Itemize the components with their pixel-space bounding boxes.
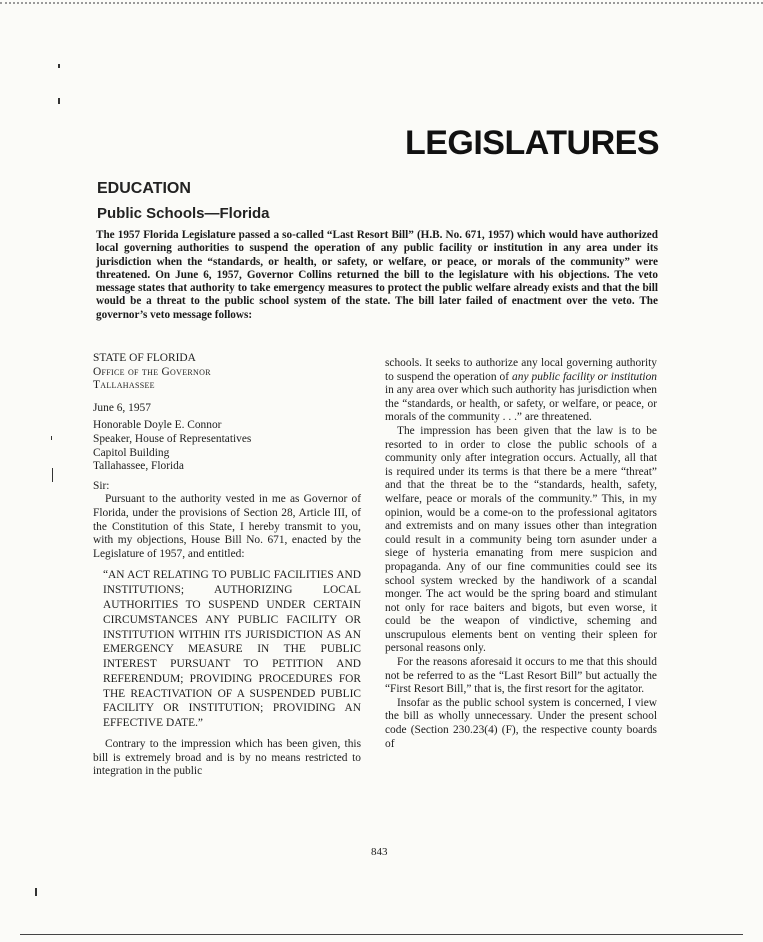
addressee-line: Honorable Doyle E. Connor [93, 419, 222, 432]
scan-mark [58, 98, 60, 104]
letterhead-city: Tallahassee [93, 379, 155, 392]
page-number: 843 [371, 846, 388, 858]
letterhead-state: STATE OF FLORIDA [93, 352, 196, 364]
left-column [93, 352, 361, 779]
category-heading: EDUCATION [97, 180, 191, 197]
letter-paragraph: For the reasons aforesaid it occurs to me that this should not be referred to as the “Last Resort Bill” but actually the “First Resort Bill,” that is, the first resort for the agitator. [385, 656, 657, 696]
addressee-line: Speaker, House of Representatives [93, 432, 252, 445]
letter-date: June 6, 1957 [93, 401, 151, 414]
top-dotted-edge [0, 2, 763, 4]
letter-paragraph [385, 357, 657, 425]
bottom-rule [20, 934, 743, 935]
right-column [385, 357, 657, 751]
letter-paragraph: Insofar as the public school system is concerned, I view the bill as wholly unnecessary. Under the present school code (Section 230.23(4) (F), the respective county boards of [385, 696, 657, 750]
letter-paragraph: The impression has been given that the law is to be resorted to in order to close the public schools of a community only after integration occurs. Actually, all that is required under its terms is that there be a mere “threat” and that the threat be to the “standards, health, safety, welfare, peace or morals of the community.” This, in my opinion, would be a come-on to the professional agitators and extremists and on many issues other than integration could result in a community being torn asunder under a siege of hysteria emanating from mere suspicion and propaganda. Any of our fine communities could see its school system wrecked by the handiwork of a scandal monger. The act would be the spring board and stimulant not only for race baiters and bigots, but even worse, it could be the weapon of vindictive, scheming and unscrupulous elements bent on venting their spleen for personal reasons only. [385, 424, 657, 655]
section-title: LEGISLATURES [404, 124, 659, 162]
addressee-line: Tallahassee, Florida [93, 460, 184, 473]
addressee-line: Capitol Building [93, 446, 170, 459]
letterhead-office: Office of the Governor [93, 365, 211, 378]
letter-paragraph: Contrary to the impression which has been given, this bill is extremely broad and is by no means restricted to integration in the public [93, 738, 361, 778]
scan-mark [35, 888, 37, 896]
subcategory-heading: Public Schools—Florida [97, 205, 270, 222]
text-run: in any area over which such authority has jurisdiction when the “standards, or health, or safety, or welfare, or peace, or morals of the community . . .” are threatened. [385, 384, 657, 424]
letter-paragraph: Pursuant to the authority vested in me as Governor of Florida, under the provisions of Section 28, Article III, of the Constitution of this State, I hereby transmit to you, with my objections, House Bill No. 671, enacted by the Legislature of 1957, and entitled: [93, 493, 361, 560]
scan-mark [52, 468, 53, 482]
scan-mark [51, 436, 52, 440]
act-title: “AN ACT RELATING TO PUBLIC FACILITIES AND INSTITUTIONS; AUTHORIZING LOCAL AUTHORITIES TO SUSPEND UNDER CERTAIN CIRCUMSTANCES ANY PUBLIC FACILITY OR INSTITUTION WITHIN ITS JURISDICTION AS AN EMERGENCY MEASURE IN THE PUBLIC INTEREST PURSUANT TO PETITION AND REFERENDUM; PROVIDING PROCEDURES FOR THE REACTIVATION OF A SUSPENDED PUBLIC FACILITY OR INSTITUTION; PROVIDING AN EFFECTIVE DATE.” [103, 569, 361, 730]
emphasis-text: any public facility or institution [512, 370, 657, 383]
addressee-block [93, 419, 361, 473]
summary-paragraph: The 1957 Florida Legislature passed a so-called “Last Resort Bill” (H.B. No. 671, 1957) which would have authorized local governing authorities to suspend the operation of any public facility or institution in any area under its jurisdiction when the “standards, or health, or safety, or welfare, or peace, or morals of the community” were threatened. On June 6, 1957, Governor Collins returned the bill to the legislature with his objections. The veto message states that authority to take emergency measures to protect the public welfare already exists and that the bill would be a threat to the public school system of the state. The bill later failed of enactment over the veto. The governor’s veto message follows: [96, 229, 658, 321]
salutation: Sir: [93, 479, 110, 492]
text-run: schools. It seeks to authorize any local governing authority to suspend the operation of [385, 357, 657, 383]
scan-mark [58, 64, 60, 68]
